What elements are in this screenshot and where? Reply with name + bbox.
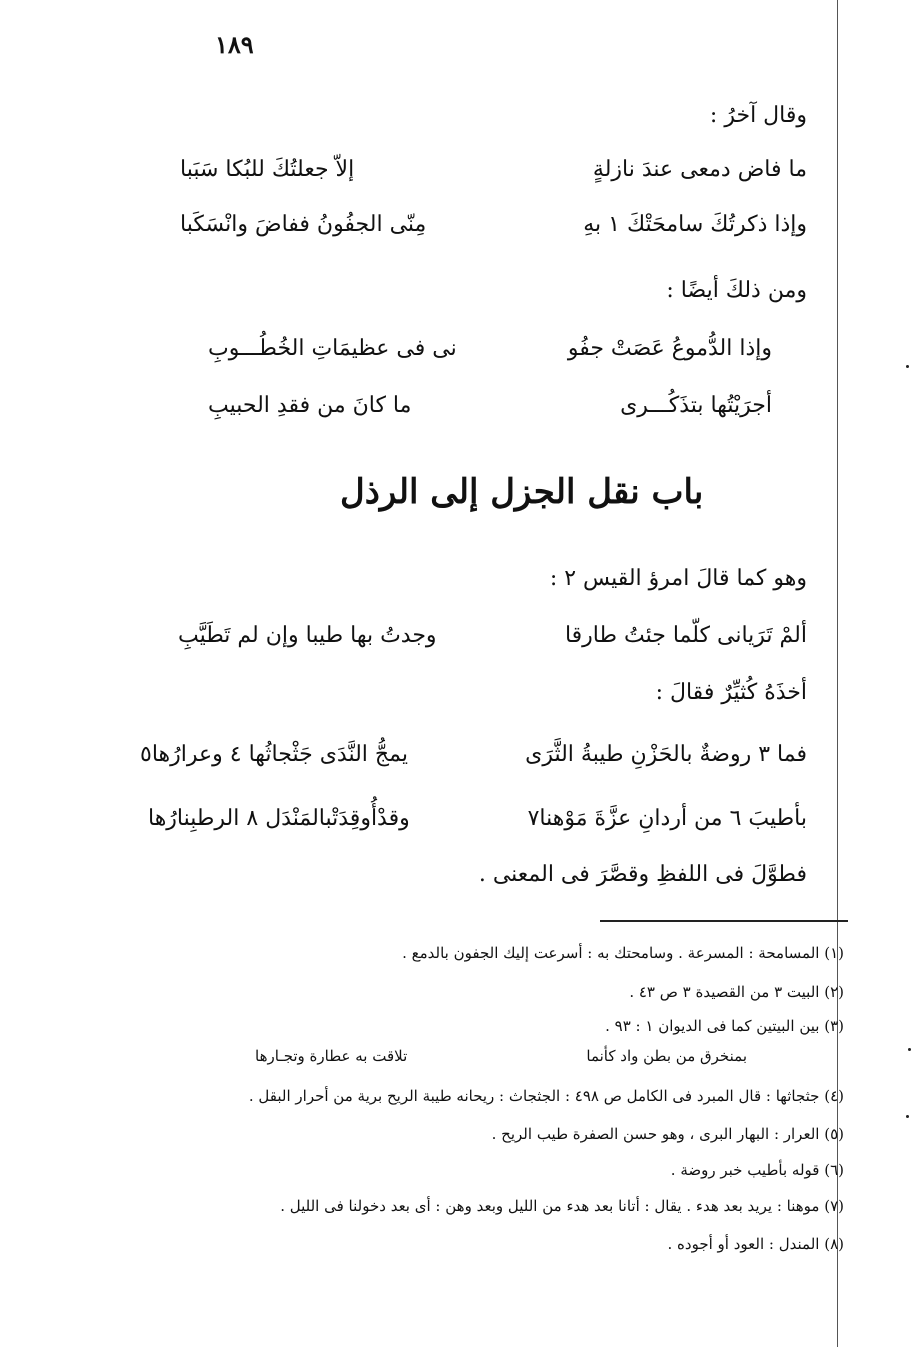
footnote-number: (٨): [824, 1235, 844, 1253]
footnote-number: (٦): [824, 1161, 844, 1179]
verse-hemistich-first: ألمْ تَرَيانى كلّما جئتُ طارقا: [564, 623, 807, 648]
footnote-number: (٣): [824, 1017, 844, 1035]
footnote: [249, 1087, 844, 1105]
verse-hemistich-second: إلاّ جعلتُكَ للبُكا سَبَبا: [180, 157, 355, 182]
section-title: باب نقل الجزل إلى الرذل: [340, 472, 704, 512]
verse-hemistich-second: وجدتُ بها طيبا وإن لم تَطَيَّبِ: [178, 623, 437, 648]
footnote-text: جثجاثها : قال المبرد فى الكامل ص ٤٩٨ : الجثجاث : ريحانه طيبة الريح برية من أحرار البقل .: [248, 1087, 820, 1105]
intro-line: أخذَهُ كُثيِّرٌ فقالَ :: [655, 680, 807, 705]
footnote-text: بين البيتين كما فى الديوان ١ : ٩٣ .: [605, 1017, 820, 1035]
footnote-text: موهنا : يريد بعد هدء . يقال : أتانا بعد هدء من الليل وبعد وهن : أى بعد دخولنا فى الليل .: [280, 1197, 820, 1215]
footnote: [492, 1125, 844, 1143]
intro-line: وهو كما قالَ امرؤ القيس ٢ :: [549, 566, 807, 591]
intro-line: ومن ذلكَ أيضًا :: [666, 278, 807, 303]
verse-hemistich-first: وإذا الدُّموعُ عَصَتْ جفُو: [567, 336, 772, 361]
footnote: [671, 1161, 844, 1179]
footnote-number: (١): [824, 944, 844, 962]
footnote-text: المسامحة : المسرعة . وسامحتك به : أسرعت إليك الجفون بالدمع .: [402, 944, 820, 962]
footnote: [605, 1017, 844, 1035]
verse-hemistich-second: وقدْأُوقِدَتْبالمَنْدَل ٨ الرطبِنارُها: [148, 806, 410, 831]
verse-hemistich-second: يمجُّ النَّدَى جَثْجاثُها ٤ وعرارُها٥: [140, 742, 408, 767]
footnote-number: (٤): [824, 1087, 844, 1105]
footnote-verse-first: بمنخرق من بطن واد كأنما: [586, 1047, 747, 1065]
footnote: [280, 1197, 844, 1215]
margin-dot: [906, 365, 909, 368]
verse-hemistich-first: فما ٣ روضةٌ بالحَزْنِ طيبةُ الثَّرَى: [525, 742, 807, 767]
verse-hemistich-second: نى فى عظيمَاتِ الخُطُـــوبِ: [208, 336, 457, 361]
footnote-text: قوله بأطيب خبر روضة .: [670, 1161, 820, 1179]
margin-dot: [906, 1115, 909, 1118]
footnote-number: (٥): [824, 1125, 844, 1143]
footnote: [629, 983, 844, 1001]
margin-line: [837, 0, 838, 1347]
footnote-text: البيت ٣ من القصيدة ٣ ص ٤٣ .: [629, 983, 820, 1001]
footnote-text: المندل : العود أو أجوده .: [667, 1235, 820, 1253]
footnote-number: (٢): [824, 983, 844, 1001]
verse-hemistich-second: مِنّى الجفُونُ ففاضَ وانْسَكَبا: [180, 212, 427, 237]
footnote-number: (٧): [824, 1197, 844, 1215]
margin-dot: [908, 1048, 911, 1051]
verse-hemistich-second: ما كانَ من فقدِ الحبيبِ: [208, 393, 412, 418]
verse-hemistich-first: ما فاض دمعى عندَ نازلةٍ: [592, 157, 807, 182]
verse-hemistich-first: وإذا ذكرتُكَ سامحَتْكَ ١ بهِ: [583, 212, 807, 237]
footnote-text: العرار : البهار البرى ، وهو حسن الصفرة طيب الريح .: [491, 1125, 820, 1143]
conclusion-line: فطوَّلَ فى اللفظِ وقصَّرَ فى المعنى .: [478, 862, 807, 887]
footnote: [402, 944, 844, 962]
footnote-verse-second: تلاقت به عطارة وتجـارها: [255, 1047, 408, 1065]
verse-hemistich-first: أجرَيْتُها بتذَكُـــرى: [620, 393, 772, 418]
intro-line: وقال آخرُ :: [709, 103, 807, 128]
footnote-rule: [600, 920, 848, 922]
footnote: [668, 1235, 844, 1253]
verse-hemistich-first: بأطيبَ ٦ من أردانِ عزَّةَ مَوْهنا٧: [527, 806, 807, 831]
page-number: ١٨٩: [215, 30, 254, 59]
